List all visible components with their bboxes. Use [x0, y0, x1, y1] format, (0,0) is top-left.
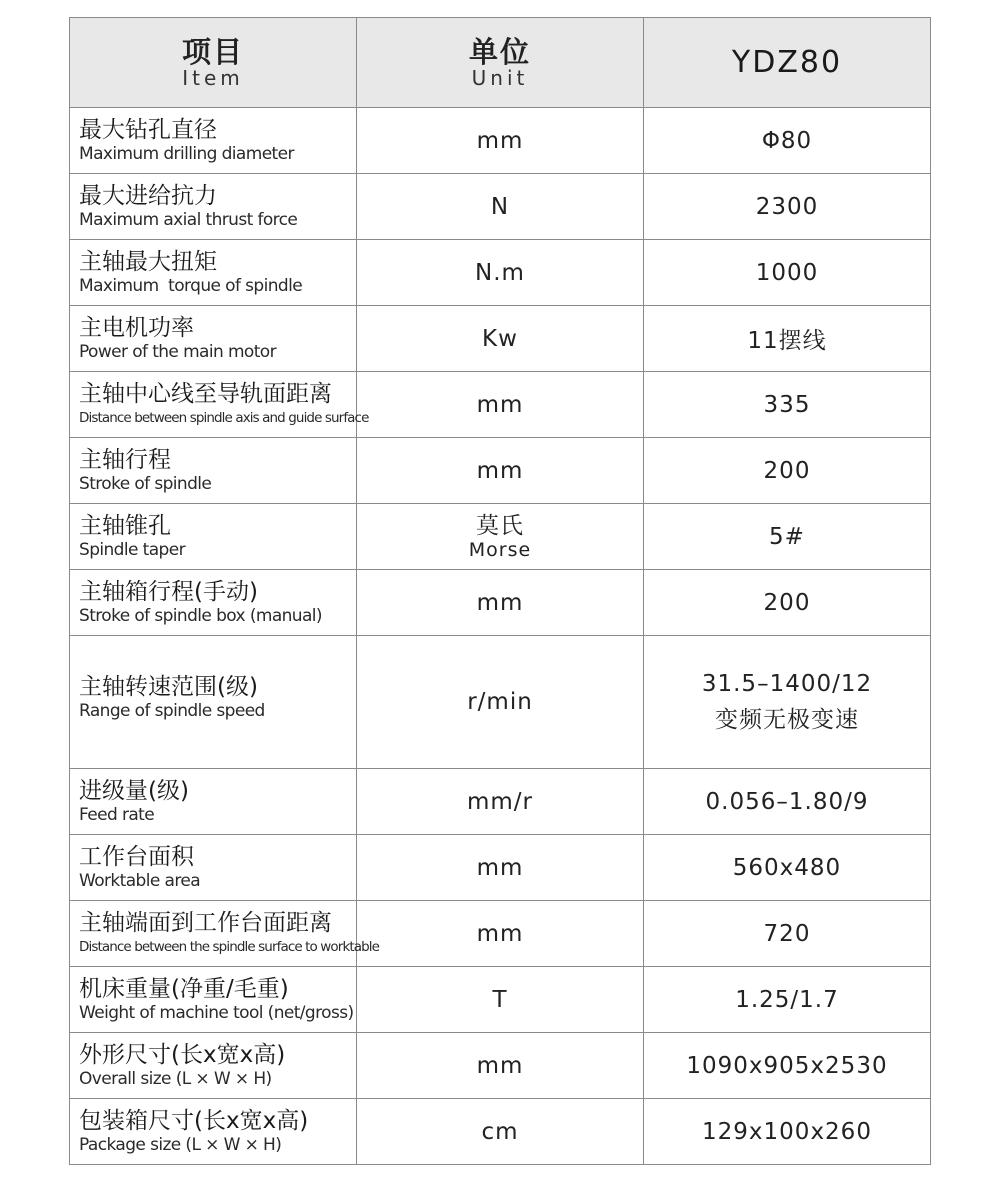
value-cell: 2300 [644, 174, 931, 240]
value-line: 31.5–1400/12 [701, 671, 873, 697]
item-zh: 外形尺寸(长x宽x高) [79, 1042, 286, 1068]
item-en: Stroke of spindle [79, 474, 212, 494]
value-cell [644, 636, 931, 769]
item-zh: 最大进给抗力 [79, 183, 217, 209]
header-model [644, 18, 931, 108]
item-cell [70, 769, 357, 835]
item-cell [70, 174, 357, 240]
unit-cell: mm [357, 1033, 644, 1099]
unit-cell: r/min [357, 636, 644, 769]
item-cell [70, 1033, 357, 1099]
value-cell: 200 [644, 570, 931, 636]
item-cell [70, 306, 357, 372]
unit-en: Morse [468, 538, 532, 561]
unit-cell: mm [357, 835, 644, 901]
value-cell: Φ80 [644, 108, 931, 174]
item-cell [70, 570, 357, 636]
item-cell [70, 240, 357, 306]
value-cell: 560x480 [644, 835, 931, 901]
unit-cell: mm/r [357, 769, 644, 835]
table-row [70, 372, 931, 438]
table-row [70, 306, 931, 372]
item-zh: 主轴箱行程(手动) [79, 579, 258, 605]
value-cell: 200 [644, 438, 931, 504]
item-zh: 工作台面积 [79, 844, 194, 870]
unit-cell: N.m [357, 240, 644, 306]
item-zh: 主轴行程 [79, 447, 171, 473]
table-row [70, 1033, 931, 1099]
unit-cell: mm [357, 570, 644, 636]
value-cell: 1.25/1.7 [644, 967, 931, 1033]
item-zh: 主轴中心线至导轨面距离 [79, 381, 332, 407]
value-cell: 129x100x260 [644, 1099, 931, 1165]
item-en: Distance between the spindle surface to worktable [79, 939, 380, 955]
item-en: Maximum drilling diameter [79, 144, 294, 164]
header-row [70, 18, 931, 108]
table-row [70, 174, 931, 240]
item-zh: 主轴端面到工作台面距离 [79, 910, 332, 936]
value-cell: 1090x905x2530 [644, 1033, 931, 1099]
value-cell: 5# [644, 504, 931, 570]
table-row [70, 240, 931, 306]
item-en: Package size (L × W × H) [79, 1135, 282, 1155]
header-unit-zh: 单位 [468, 35, 531, 69]
table-row [70, 967, 931, 1033]
unit-zh: 莫氏 [476, 512, 524, 539]
item-zh: 机床重量(净重/毛重) [79, 976, 289, 1002]
table-row [70, 636, 931, 769]
table-row [70, 108, 931, 174]
item-en: Maximum torque of spindle [79, 276, 303, 296]
header-item-en: Item [182, 66, 244, 90]
item-zh: 主轴转速范围(级) [79, 674, 258, 700]
unit-cell: Kw [357, 306, 644, 372]
item-cell [70, 967, 357, 1033]
table-row [70, 769, 931, 835]
header-unit-en: Unit [471, 66, 529, 90]
table-row [70, 570, 931, 636]
item-zh: 主轴锥孔 [79, 513, 171, 539]
spec-table [69, 17, 931, 1165]
item-cell [70, 835, 357, 901]
item-en: Weight of machine tool (net/gross) [79, 1003, 354, 1023]
item-en: Worktable area [79, 871, 201, 891]
item-en: Feed rate [79, 805, 155, 825]
item-zh: 进级量(级) [79, 778, 189, 804]
item-cell [70, 108, 357, 174]
item-en: Overall size (L × W × H) [79, 1069, 272, 1089]
item-en: Stroke of spindle box (manual) [79, 606, 322, 626]
table-row [70, 835, 931, 901]
value-cell: 720 [644, 901, 931, 967]
value-cell: 335 [644, 372, 931, 438]
unit-cell: N [357, 174, 644, 240]
item-en: Maximum axial thrust force [79, 210, 298, 230]
unit-cell: mm [357, 372, 644, 438]
unit-cell: mm [357, 901, 644, 967]
item-cell [70, 372, 369, 438]
header-unit [357, 18, 644, 108]
item-zh: 主电机功率 [79, 315, 194, 341]
item-cell [70, 1099, 357, 1165]
unit-cell: mm [357, 108, 644, 174]
item-zh: 包装箱尺寸(长x宽x高) [79, 1108, 309, 1134]
item-en: Spindle taper [79, 540, 185, 560]
value-cell: 11摆线 [644, 306, 931, 372]
item-en: Range of spindle speed [79, 701, 265, 721]
header-model-label: YDZ80 [731, 45, 843, 80]
table-row [70, 901, 931, 967]
unit-cell: T [357, 967, 644, 1033]
item-cell [70, 438, 357, 504]
item-cell [70, 636, 357, 769]
item-en: Power of the main motor [79, 342, 276, 362]
table-row [70, 1099, 931, 1165]
header-item [70, 18, 357, 108]
unit-cell: cm [357, 1099, 644, 1165]
header-item-zh: 项目 [181, 35, 244, 69]
item-cell [70, 504, 357, 570]
value-line: 变频无极变速 [715, 707, 859, 733]
value-cell: 0.056–1.80/9 [644, 769, 931, 835]
item-zh: 主轴最大扭矩 [79, 249, 217, 275]
unit-cell: mm [357, 438, 644, 504]
table-row [70, 504, 931, 570]
item-cell [70, 901, 380, 967]
value-cell: 1000 [644, 240, 931, 306]
table-row [70, 438, 931, 504]
item-zh: 最大钻孔直径 [79, 117, 217, 143]
item-en: Distance between spindle axis and guide surface [79, 410, 369, 426]
unit-cell [357, 504, 644, 570]
